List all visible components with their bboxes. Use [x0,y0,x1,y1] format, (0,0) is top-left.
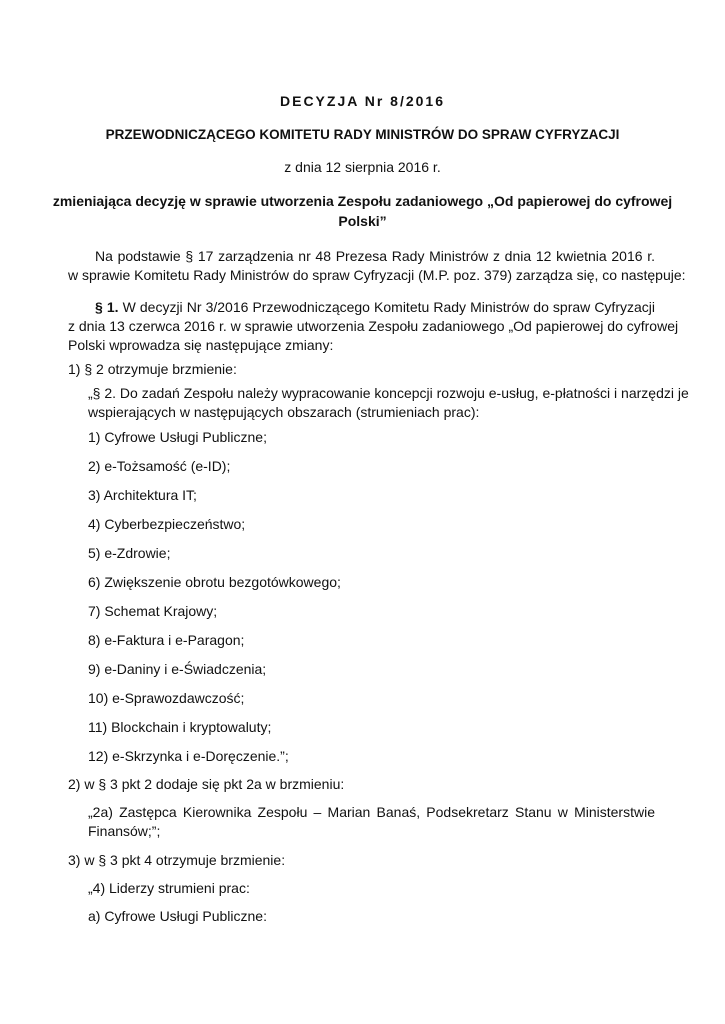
section-1-line-1 [95,298,655,316]
list-item: 1) Cyfrowe Usługi Publiczne; [88,429,267,445]
list-item: 11) Blockchain i kryptowaluty; [88,719,272,735]
change-3-text-line-1: „4) Liderzy strumieni prac: [88,880,250,896]
change-3-item-a: a) Cyfrowe Usługi Publiczne: [88,908,267,924]
list-item: 3) Architektura IT; [88,487,197,503]
change-2-text-line-1: „2a) Zastępca Kierownika Zespołu – Marian Banaś, Podsekretarz Stanu w Ministerstwie [88,804,655,820]
change-2-heading: 2) w § 3 pkt 2 dodaje się pkt 2a w brzmieniu: [68,776,345,792]
list-item: 8) e-Faktura i e-Paragon; [88,632,245,648]
issuing-authority: PRZEWODNICZĄCEGO KOMITETU RADY MINISTRÓW DO SPRAW CYFRYZACJI [105,127,620,142]
change-2-text-line-2: Finansów;”; [88,823,161,839]
list-item: 5) e-Zdrowie; [88,545,171,561]
section-1-line-3: Polski wprowadza się następujące zmiany: [68,337,334,353]
preamble-line-2: w sprawie Komitetu Rady Ministrów do spraw Cyfryzacji (M.P. poz. 379) zarządza się, co następuje: [68,267,686,283]
document-title: DECYZJA Nr 8/2016 [280,93,445,109]
list-item: 12) e-Skrzynka i e-Doręczenie.”; [88,748,289,764]
change-1-heading: 1) § 2 otrzymuje brzmienie: [68,361,237,377]
document-date: z dnia 12 sierpnia 2016 r. [284,159,441,175]
preamble-line-1: Na podstawie § 17 zarządzenia nr 48 Prezesa Rady Ministrów z dnia 12 kwietnia 2016 r. [95,248,655,264]
document-subject-line-2: Polski” [338,213,387,229]
list-item: 2) e-Tożsamość (e-ID); [88,458,231,474]
list-item: 4) Cyberbezpieczeństwo; [88,516,246,532]
section-1-line-2: z dnia 13 czerwca 2016 r. w sprawie utworzenia Zespołu zadaniowego „Od papierowej do cyfrowej [68,318,679,334]
section-1-line-1-text: W decyzji Nr 3/2016 Przewodniczącego Komitetu Rady Ministrów do spraw Cyfryzacji [118,299,655,315]
change-3-heading: 3) w § 3 pkt 4 otrzymuje brzmienie: [68,852,286,868]
list-item: 6) Zwiększenie obrotu bezgotówkowego; [88,574,341,590]
list-item: 10) e-Sprawozdawczość; [88,690,245,706]
change-1-text-line-2: wspierających w następujących obszarach (strumieniach prac): [88,404,480,420]
section-1-marker: § 1. [95,299,119,315]
change-1-text-line-1: „§ 2. Do zadań Zespołu należy wypracowanie koncepcji rozwoju e-usług, e-płatności i narzędzi je [88,385,689,401]
list-item: 9) e-Daniny i e-Świadczenia; [88,661,267,677]
document-subject-line-1: zmieniająca decyzję w sprawie utworzenia Zespołu zadaniowego „Od papierowej do cyfrowej [52,193,673,209]
list-item: 7) Schemat Krajowy; [88,603,218,619]
